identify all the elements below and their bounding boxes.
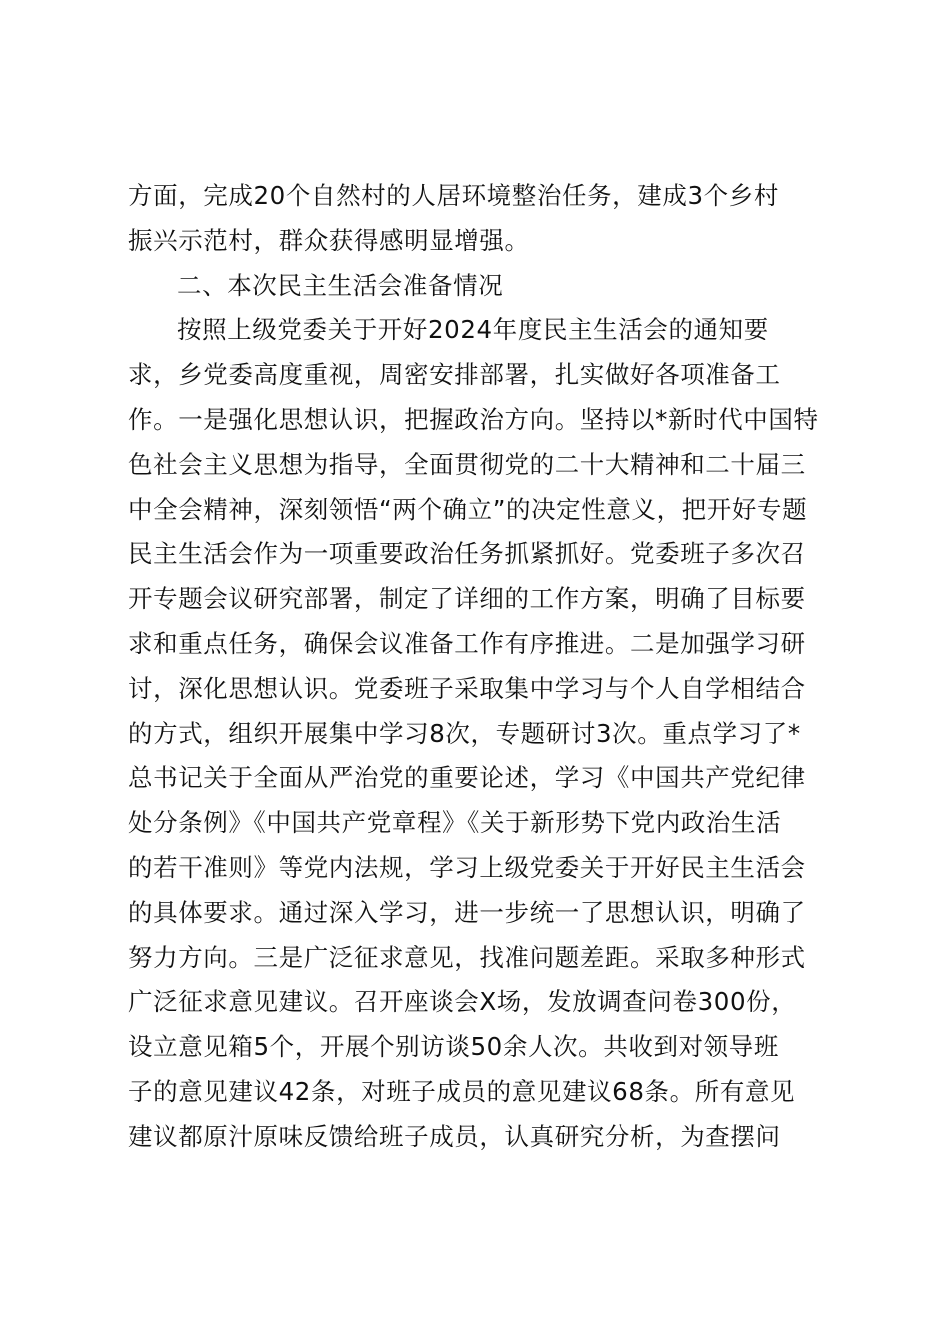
- body-text-line: 处分条例》《中国共产党章程》《关于新形势下党内政治生活: [128, 808, 782, 838]
- body-text-line: 开专题会议研究部署，制定了详细的工作方案，明确了目标要: [128, 584, 806, 614]
- body-text-line: 设立意见箱5个，开展个别访谈50余人次。共收到对领导班: [128, 1032, 779, 1062]
- body-text-line: 子的意见建议42条，对班子成员的意见建议68条。所有意见: [128, 1076, 796, 1106]
- body-text-line: 的方式，组织开展集中学习8次，专题研讨3次。重点学习了*: [128, 718, 801, 748]
- body-text-line: 振兴示范村，群众获得感明显增强。: [128, 225, 530, 255]
- body-text-line: 作。一是强化思想认识，把握政治方向。坚持以*新时代中国特: [128, 404, 819, 434]
- body-text-line: 总书记关于全面从严治党的重要论述，学习《中国共产党纪律: [128, 763, 806, 793]
- body-text-line: 努力方向。三是广泛征求意见，找准问题差距。采取多种形式: [128, 942, 806, 972]
- body-text-line: 讨，深化思想认识。党委班子采取集中学习与个人自学相结合: [128, 673, 806, 703]
- document-body: [128, 174, 838, 1160]
- body-text-line: 民主生活会作为一项重要政治任务抓紧抓好。党委班子多次召: [128, 539, 806, 569]
- body-text-line: 的若干准则》等党内法规，学习上级党委关于开好民主生活会: [128, 852, 806, 882]
- body-text-line: 色社会主义思想为指导，全面贯彻党的二十大精神和二十届三: [128, 449, 806, 479]
- body-text-line: 求，乡党委高度重视，周密安排部署，扎实做好各项准备工: [128, 360, 781, 390]
- body-text-line: 方面，完成20个自然村的人居环境整治任务，建成3个乡村: [128, 181, 779, 210]
- body-text-line: 建议都原汁原味反馈给班子成员，认真研究分析，为查摆问: [128, 1121, 781, 1151]
- body-text-line: 的具体要求。通过深入学习，进一步统一了思想认识，明确了: [128, 897, 806, 927]
- section-heading: 二、本次民主生活会准备情况: [177, 270, 504, 300]
- body-text-line: 求和重点任务，确保会议准备工作有序推进。二是加强学习研: [128, 628, 806, 658]
- body-text-line: 中全会精神，深刻领悟“两个确立”的决定性意义，把开好专题: [128, 494, 808, 524]
- body-text-line: 广泛征求意见建议。召开座谈会X场，发放调查问卷300份，: [128, 987, 797, 1017]
- paragraph-first-line: 按照上级党委关于开好2024年度民主生活会的通知要: [177, 315, 769, 345]
